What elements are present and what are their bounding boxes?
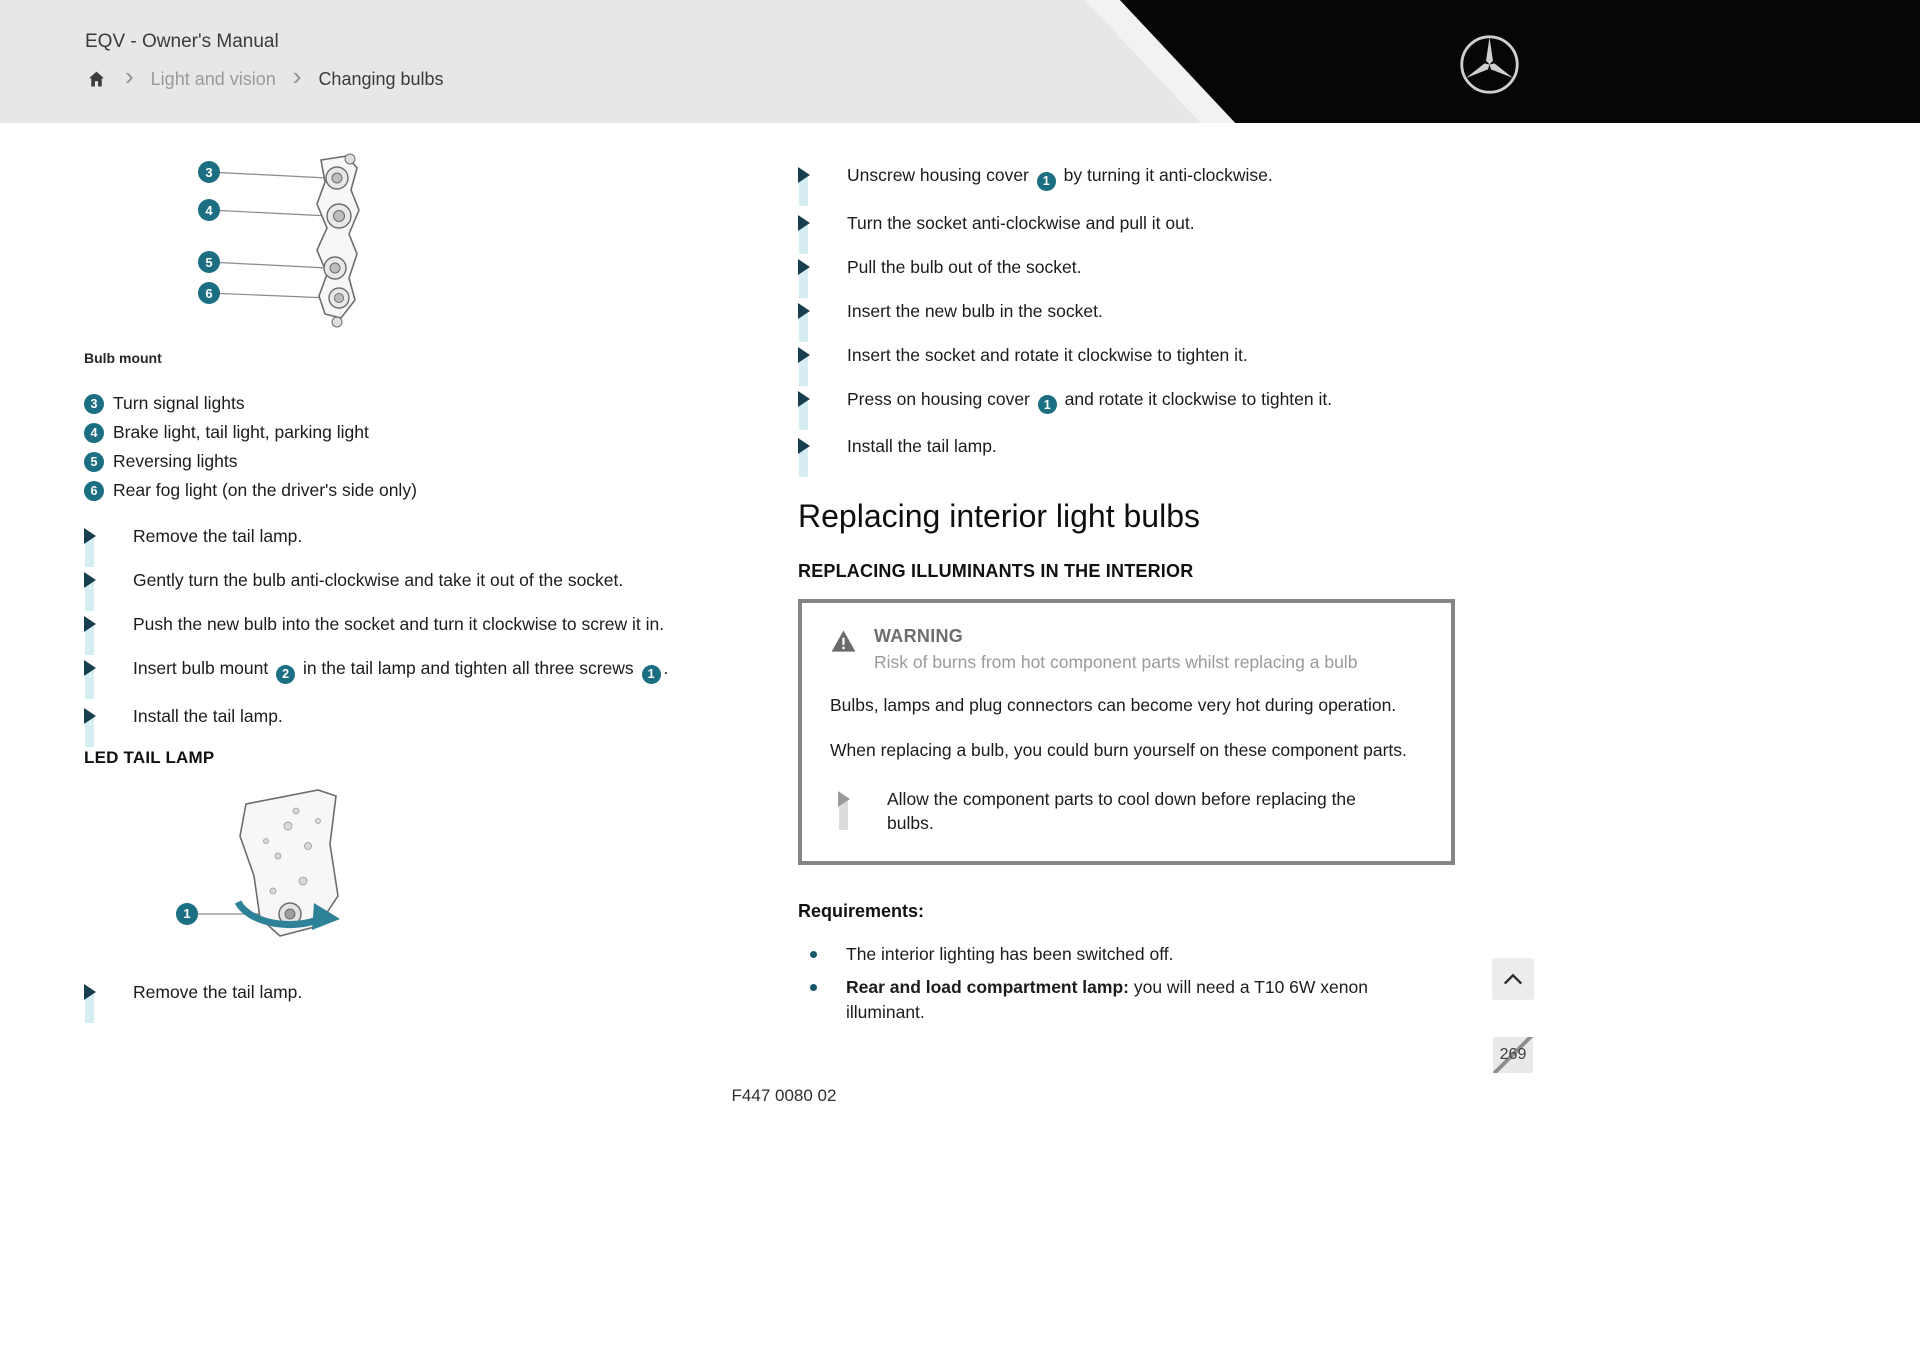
instruction-step: Turn the socket anti-clockwise and pull it out.: [798, 211, 1460, 235]
step-arrow-icon: [798, 163, 814, 191]
instruction-step: Unscrew housing cover 1 by turning it anti-clockwise.: [798, 163, 1460, 191]
callout-number: 6: [84, 481, 104, 501]
callout-ref-1: 1: [1038, 395, 1057, 414]
legend-label: Turn signal lights: [113, 393, 245, 413]
instruction-step: Insert the socket and rotate it clockwise to tighten it.: [798, 343, 1460, 367]
step-arrow-icon: [798, 255, 814, 279]
mercedes-logo-icon: [1458, 33, 1521, 96]
step-arrow-icon: [84, 704, 100, 728]
step-arrow-icon: [838, 787, 854, 835]
figure-caption: Bulb mount: [84, 350, 162, 366]
warning-label: WARNING: [874, 626, 964, 646]
callout-ref-1: 1: [1037, 172, 1056, 191]
bullet-icon: [810, 984, 817, 991]
warning-header: [830, 626, 1423, 673]
breadcrumb-current-page: Changing bulbs: [318, 68, 444, 89]
legend-label: Rear fog light (on the driver's side only): [113, 480, 417, 500]
chevron-right-icon: ›: [292, 61, 302, 91]
callout-3: 3: [198, 161, 220, 183]
instruction-step: Remove the tail lamp.: [84, 524, 739, 548]
led-tail-lamp-diagram: [168, 786, 418, 950]
header: [0, 0, 1920, 123]
chevron-up-icon: [1502, 971, 1524, 987]
instruction-step: Allow the component parts to cool down before replacing the bulbs.: [838, 787, 1423, 835]
callout-ref-2: 2: [276, 665, 295, 684]
step-arrow-icon: [798, 387, 814, 415]
warning-box: [798, 599, 1455, 865]
legend-label: Reversing lights: [113, 451, 238, 471]
step-arrow-icon: [84, 656, 100, 684]
requirements-list: [798, 942, 1460, 1025]
step-arrow-icon: [798, 299, 814, 323]
step-arrow-icon: [798, 211, 814, 235]
legend-item: [84, 480, 739, 501]
step-arrow-icon: [84, 612, 100, 636]
requirement-item: The interior lighting has been switched off.: [798, 942, 1460, 967]
callout-ref-1: 1: [642, 665, 661, 684]
warning-risk-text: Risk of burns from hot component parts whilst replacing a bulb: [874, 652, 1358, 672]
step-arrow-icon: [798, 434, 814, 458]
callout-4: 4: [198, 199, 220, 221]
home-icon[interactable]: [84, 67, 108, 91]
callout-number: 3: [84, 394, 104, 414]
callout-6: 6: [198, 282, 220, 304]
requirements-heading: Requirements:: [798, 901, 925, 921]
section-title: Replacing interior light bulbs: [798, 498, 1200, 534]
subsection-title: REPLACING ILLUMINANTS IN THE INTERIOR: [798, 561, 1194, 581]
legend: [84, 393, 739, 501]
step-arrow-icon: [84, 524, 100, 548]
manual-title: EQV - Owner's Manual: [85, 31, 279, 52]
requirement-item: Rear and load compartment lamp: you will need a T10 6W xenon illuminant.: [798, 975, 1460, 1025]
instruction-step: Pull the bulb out of the socket.: [798, 255, 1460, 279]
step-arrow-icon: [84, 980, 100, 1004]
warning-body: When replacing a bulb, you could burn yourself on these component parts.: [830, 740, 1407, 760]
instruction-step: Insert the new bulb in the socket.: [798, 299, 1460, 323]
callout-1: 1: [176, 903, 198, 925]
instruction-step: Push the new bulb into the socket and turn it clockwise to screw it in.: [84, 612, 739, 636]
scroll-to-top-button[interactable]: [1492, 958, 1534, 1000]
document-code: F447 0080 02: [731, 1086, 837, 1105]
callout-number: 5: [84, 452, 104, 472]
callout-5: 5: [198, 251, 220, 273]
page-number: 269: [1493, 1037, 1533, 1073]
instruction-step: Press on housing cover 1 and rotate it clockwise to tighten it.: [798, 387, 1460, 415]
legend-item: [84, 451, 739, 472]
chevron-right-icon: ›: [125, 61, 134, 91]
left-column: [84, 150, 739, 1024]
led-tail-lamp-heading: LED TAIL LAMP: [84, 747, 215, 767]
callout-number: 4: [84, 423, 104, 443]
led-tail-lamp-figure: [168, 786, 418, 950]
legend-item: [84, 393, 739, 414]
instruction-list: [84, 524, 739, 728]
legend-item: [84, 422, 739, 443]
legend-label: Brake light, tail light, parking light: [113, 422, 369, 442]
bulb-mount-figure: [179, 150, 429, 338]
breadcrumb-light-and-vision[interactable]: Light and vision: [150, 68, 276, 89]
instruction-list: [798, 163, 1460, 458]
warning-icon: [830, 628, 857, 673]
instruction-step: Install the tail lamp.: [798, 434, 1460, 458]
step-arrow-icon: [84, 568, 100, 592]
instruction-step: Insert bulb mount 2 in the tail lamp and tighten all three screws 1 .: [84, 656, 739, 684]
step-arrow-icon: [798, 343, 814, 367]
instruction-list: [84, 980, 739, 1004]
instruction-step: Gently turn the bulb anti-clockwise and take it out of the socket.: [84, 568, 739, 592]
bullet-icon: [810, 951, 817, 958]
instruction-step: Remove the tail lamp.: [84, 980, 739, 1004]
breadcrumb: [84, 61, 444, 94]
instruction-step: Install the tail lamp.: [84, 704, 739, 728]
right-column: [798, 163, 1460, 1033]
warning-body: Bulbs, lamps and plug connectors can become very hot during operation.: [830, 695, 1397, 715]
